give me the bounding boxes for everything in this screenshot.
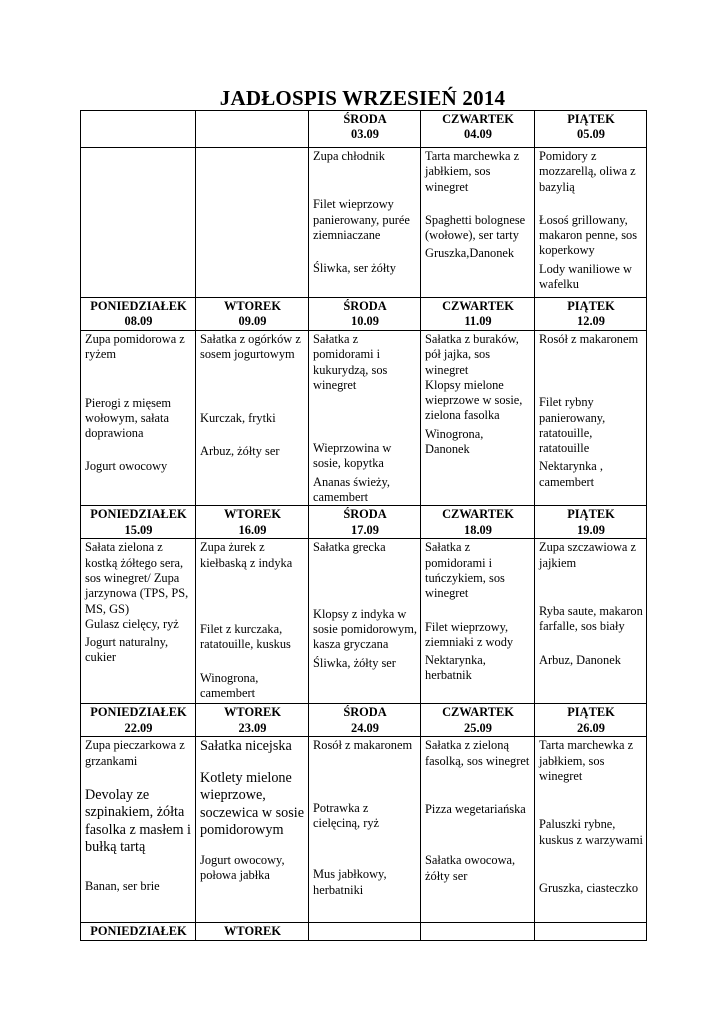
day-header-thursday xyxy=(421,298,535,331)
menu-dish: Devolay ze szpinakiem, żółta fasolka z masłem i bułką tartą xyxy=(85,786,191,856)
menu-dish: Gulasz cielęcy, ryż xyxy=(85,616,179,631)
day-date: 24.09 xyxy=(351,720,379,735)
day-name: CZWARTEK xyxy=(442,507,514,522)
day-header-thursday xyxy=(421,704,535,737)
menu-dish: Rosół z makaronem xyxy=(313,738,413,753)
menu-dish: Wieprzowina w sosie, kopytka xyxy=(313,441,392,471)
day-date: 19.09 xyxy=(577,522,605,537)
menu-dish: Zupa chłodnik xyxy=(313,149,385,163)
week-meals-row xyxy=(81,737,647,923)
day-name: PIĄTEK xyxy=(567,507,615,522)
meal-cell-wednesday xyxy=(309,737,421,923)
day-header-wednesday xyxy=(309,923,421,940)
day-name: PIĄTEK xyxy=(567,705,615,720)
day-name: CZWARTEK xyxy=(442,112,514,126)
day-header-tuesday xyxy=(196,506,309,539)
meal-cell-thursday xyxy=(421,148,535,298)
menu-dish: Winogrona, Danonek xyxy=(425,426,484,457)
menu-dish: Sałatka z pomidorami i kukurydzą, sos winegret xyxy=(313,332,388,392)
day-header-friday xyxy=(535,298,647,331)
menu-dish: Potrawka z cielęciną, ryż xyxy=(313,800,380,830)
week-header-row xyxy=(81,923,647,940)
day-header-thursday xyxy=(421,111,535,148)
day-date: 17.09 xyxy=(351,522,379,537)
day-date: 04.09 xyxy=(464,127,492,142)
day-header-monday xyxy=(81,506,196,539)
day-date: 18.09 xyxy=(464,522,492,537)
page-title: JADŁOSPIS WRZESIEŃ 2014 xyxy=(219,86,506,110)
menu-dish: Tarta marchewka z jabłkiem, sos winegret xyxy=(425,149,520,194)
menu-dish: Kotlety mielone wieprzowe, soczewica w sosie pomidorowym xyxy=(200,769,305,839)
meal-cell-tuesday xyxy=(196,331,309,506)
day-name: PIĄTEK xyxy=(567,299,615,313)
day-header-wednesday xyxy=(309,506,421,539)
day-header-friday xyxy=(535,704,647,737)
day-name: WTOREK xyxy=(224,705,281,720)
day-date: 22.09 xyxy=(124,720,153,735)
menu-dish: Arbuz, Danonek xyxy=(539,652,621,667)
menu-dish: Pomidory z mozzarellą, oliwa z bazylią xyxy=(539,149,636,194)
menu-dish: Pierogi z mięsem wołowym, sałata doprawiona xyxy=(85,395,172,441)
menu-dish: Spaghetti bolognese (wołowe), ser tarty xyxy=(425,212,526,243)
meal-cell-tuesday xyxy=(196,737,309,923)
menu-dish: Gruszka, ciasteczko xyxy=(539,880,639,895)
menu-dish: Śliwka, żółty ser xyxy=(313,655,396,670)
day-header-thursday xyxy=(421,506,535,539)
day-date: 03.09 xyxy=(351,127,379,142)
week-header-row xyxy=(81,298,647,331)
menu-dish: Zupa pieczarkowa z grzankami xyxy=(85,738,185,768)
day-header-monday xyxy=(81,704,196,737)
meal-cell-monday xyxy=(81,331,196,506)
day-date: 15.09 xyxy=(124,522,153,537)
day-header-thursday xyxy=(421,923,535,940)
meal-cell-tuesday xyxy=(196,148,309,298)
day-date: 08.09 xyxy=(124,314,153,329)
menu-dish: Ananas świeży, camembert xyxy=(313,474,390,505)
day-header-monday xyxy=(81,923,196,940)
menu-dish: Sałata zielona z kostką żółtego sera, sos winegret/ Zupa jarzynowa (TPS, PS, MS, GS) xyxy=(85,540,189,616)
week-header-row xyxy=(81,111,647,148)
menu-dish: Winogrona, camembert xyxy=(200,670,259,700)
day-header-tuesday xyxy=(196,704,309,737)
menu-dish: Klopsy z indyka w sosie pomidorowym, kasza gryczana xyxy=(313,606,417,652)
day-date: 16.09 xyxy=(238,522,267,537)
week-meals-row xyxy=(81,331,647,506)
meal-cell-wednesday xyxy=(309,539,421,704)
day-name: PONIEDZIAŁEK xyxy=(90,705,187,720)
day-name: PONIEDZIAŁEK xyxy=(90,924,187,939)
day-header-friday xyxy=(535,923,647,940)
menu-dish: Sałatka owocowa, żółty ser xyxy=(425,853,516,883)
day-name: ŚRODA xyxy=(343,705,387,720)
meal-cell-wednesday xyxy=(309,331,421,506)
menu-dish: Sałatka z zieloną fasolką, sos winegret xyxy=(425,738,530,768)
menu-dish: Kurczak, frytki xyxy=(200,410,276,425)
meal-cell-tuesday xyxy=(196,539,309,704)
menu-dish: Zupa szczawiowa z jajkiem xyxy=(539,540,637,570)
menu-dish: Jogurt naturalny, cukier xyxy=(85,635,169,665)
menu-table xyxy=(80,110,647,941)
menu-dish: Sałatka nicejska xyxy=(200,738,292,755)
meal-cell-friday xyxy=(535,737,647,923)
day-date: 11.09 xyxy=(464,314,492,329)
day-header-monday xyxy=(81,111,196,148)
day-header-tuesday xyxy=(196,923,309,940)
day-name: PONIEDZIAŁEK xyxy=(90,299,187,313)
day-name: PIĄTEK xyxy=(567,112,615,126)
day-header-friday xyxy=(535,506,647,539)
day-date: 12.09 xyxy=(577,314,605,329)
menu-dish: Sałatka z buraków, pół jajka, sos winegret xyxy=(425,332,519,377)
day-name: WTOREK xyxy=(224,299,281,313)
day-date: 23.09 xyxy=(238,720,267,735)
meal-cell-monday xyxy=(81,539,196,704)
day-name: CZWARTEK xyxy=(442,299,514,313)
day-name: ŚRODA xyxy=(343,112,387,126)
menu-dish: Tarta marchewka z jabłkiem, sos winegret xyxy=(539,738,634,783)
day-name: PONIEDZIAŁEK xyxy=(90,507,187,522)
day-name: ŚRODA xyxy=(343,507,387,522)
day-name: ŚRODA xyxy=(343,299,387,313)
menu-dish: Sałatka z ogórków z sosem jogurtowym xyxy=(200,332,301,362)
menu-dish: Sałatka grecka xyxy=(313,540,386,555)
day-header-monday xyxy=(81,298,196,331)
menu-dish: Klopsy mielone wieprzowe w sosie, zielona fasolka xyxy=(425,377,523,423)
day-date: 05.09 xyxy=(577,127,605,142)
menu-dish: Arbuz, żółty ser xyxy=(200,443,280,458)
day-header-tuesday xyxy=(196,111,309,148)
week-meals-row xyxy=(81,539,647,704)
day-header-wednesday xyxy=(309,111,421,148)
menu-dish: Filet z kurczaka, ratatouille, kuskus xyxy=(200,621,291,652)
meal-cell-thursday xyxy=(421,331,535,506)
meal-cell-friday xyxy=(535,539,647,704)
meal-cell-monday xyxy=(81,737,196,923)
menu-dish: Filet wieprzowy panierowany, purée ziemniaczane xyxy=(313,197,410,242)
menu-dish: Śliwka, ser żółty xyxy=(313,261,396,276)
day-name: WTOREK xyxy=(224,507,281,522)
menu-dish: Paluszki rybne, kuskus z warzywami xyxy=(539,817,643,847)
menu-dish: Banan, ser brie xyxy=(85,878,160,893)
menu-dish: Mus jabłkowy, herbatniki xyxy=(313,867,387,897)
menu-dish: Nektarynka , camembert xyxy=(539,459,603,489)
week-header-row xyxy=(81,506,647,539)
meal-cell-thursday xyxy=(421,737,535,923)
day-date: 25.09 xyxy=(464,720,492,735)
day-header-friday xyxy=(535,111,647,148)
menu-dish: Lody waniliowe w wafelku xyxy=(539,261,632,292)
menu-dish: Filet rybny panierowany, ratatouille, ratatouille xyxy=(539,395,606,456)
day-name: WTOREK xyxy=(224,924,281,939)
menu-dish: Gruszka,Danonek xyxy=(425,246,515,261)
week-header-row xyxy=(81,704,647,737)
day-header-wednesday xyxy=(309,704,421,737)
meal-cell-monday xyxy=(81,148,196,298)
menu-dish: Pizza wegetariańska xyxy=(425,801,526,816)
menu-dish: Łosoś grillowany, makaron penne, sos koperkowy xyxy=(539,212,638,258)
menu-dish: Filet wieprzowy, ziemniaki z wody xyxy=(425,619,514,649)
meal-cell-thursday xyxy=(421,539,535,704)
day-header-wednesday xyxy=(309,298,421,331)
menu-dish: Jogurt owocowy, połowa jabłka xyxy=(200,852,285,883)
meal-cell-friday xyxy=(535,331,647,506)
day-header-tuesday xyxy=(196,298,309,331)
menu-dish: Jogurt owocowy xyxy=(85,459,168,474)
day-date: 26.09 xyxy=(577,720,605,735)
day-date: 09.09 xyxy=(238,314,267,329)
menu-dish: Nektarynka, herbatnik xyxy=(425,653,486,683)
menu-dish: Sałatka z pomidorami i tuńczykiem, sos winegret xyxy=(425,540,505,601)
day-date: 10.09 xyxy=(351,314,379,329)
menu-dish: Rosół z makaronem xyxy=(539,332,639,346)
menu-dish: Ryba saute, makaron farfalle, sos biały xyxy=(539,603,643,634)
menu-dish: Zupa pomidorowa z ryżem xyxy=(85,332,185,362)
meal-cell-friday xyxy=(535,148,647,298)
meal-cell-wednesday xyxy=(309,148,421,298)
menu-dish: Zupa żurek z kiełbaską z indyka xyxy=(200,540,293,570)
week-meals-row xyxy=(81,148,647,298)
day-name: CZWARTEK xyxy=(442,705,514,720)
